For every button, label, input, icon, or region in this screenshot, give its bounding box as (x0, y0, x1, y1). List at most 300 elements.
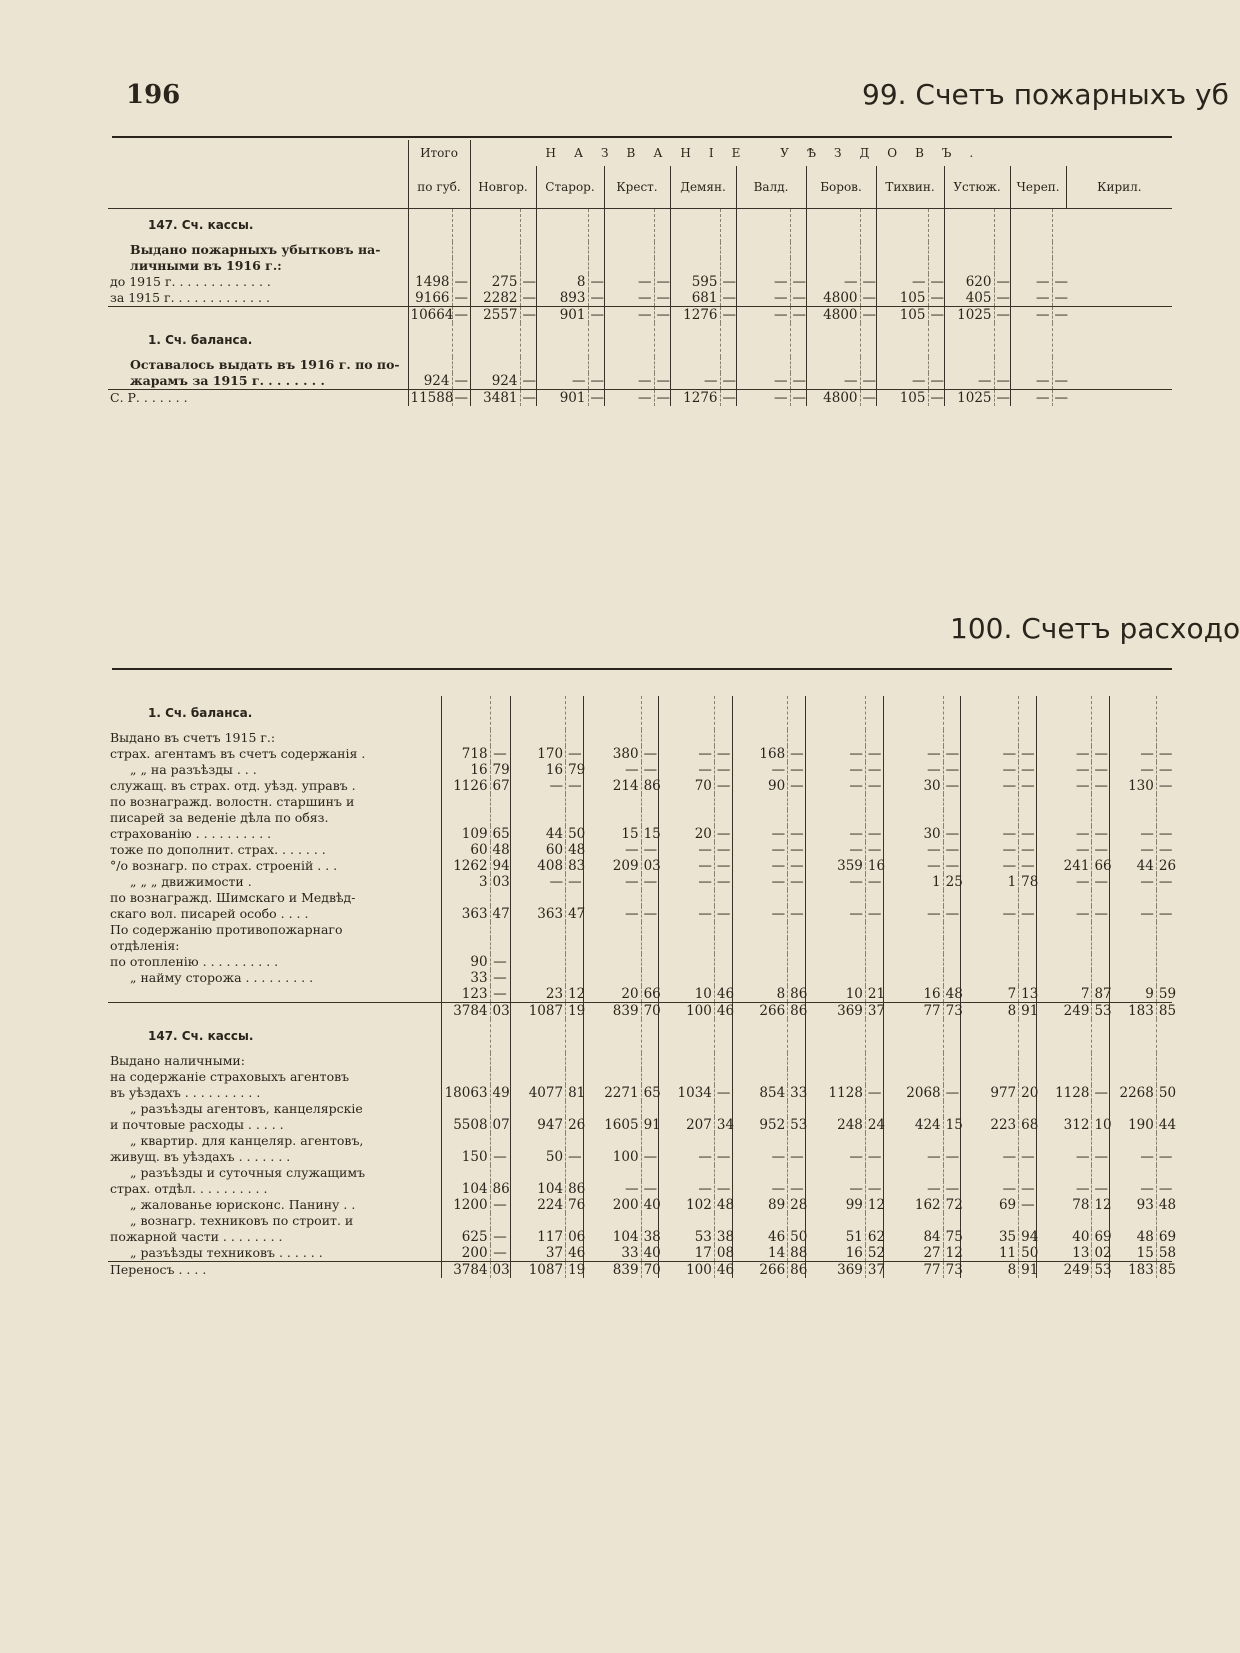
sec2-cell (566, 1019, 584, 1053)
sec2-cell: 73 (943, 1003, 961, 1020)
sec2-cell (1092, 922, 1110, 938)
sec2-cell (714, 970, 732, 986)
sec1-cell (720, 242, 736, 258)
sec1-cell (736, 357, 790, 373)
sec2-cell (510, 794, 566, 810)
sec2-cell (583, 730, 641, 746)
sec2-cell: 249 (1036, 1262, 1092, 1279)
sec2-cell (714, 954, 732, 970)
sec2-cell: — (961, 1149, 1019, 1165)
sec2-cell: — (865, 906, 883, 922)
sec2-cell (961, 1069, 1019, 1085)
sec2-cell: — (490, 1149, 510, 1165)
sec1-cell (876, 258, 928, 274)
sec2-cell (788, 890, 806, 906)
sec2-cell (714, 922, 732, 938)
sec2-cell: 2268 (1110, 1085, 1157, 1101)
sec1-cell: — (928, 274, 944, 290)
sec2-cell: — (583, 842, 641, 858)
sec2-cell (883, 794, 943, 810)
sec2-cell (641, 1133, 659, 1149)
sec2-cell: 53 (659, 1229, 715, 1245)
sec2-cell: — (714, 826, 732, 842)
sec1-cell: — (720, 390, 736, 407)
sec2-cell: — (641, 906, 659, 922)
sec1-cell (806, 258, 860, 274)
sec2-cell: 37 (865, 1003, 883, 1020)
sec2-cell: — (961, 842, 1019, 858)
sec2-cell: — (805, 906, 865, 922)
sec2-cell: — (1110, 874, 1157, 890)
sec2-cell (714, 1019, 732, 1053)
sec2-cell: 50 (1019, 1245, 1037, 1262)
sec2-row-label: и почтовые расходы . . . . . (110, 1117, 284, 1132)
sec1-cell (604, 357, 654, 373)
sec2-cell (943, 1101, 961, 1117)
sec2-cell (732, 970, 788, 986)
sec2-cell (883, 1019, 943, 1053)
sec1-cell (790, 208, 806, 242)
sec2-cell: 48 (1110, 1229, 1157, 1245)
sec2-cell: 150 (441, 1149, 490, 1165)
sec2-cell (441, 1213, 490, 1229)
sec2-cell (1019, 696, 1037, 730)
sec2-cell: 200 (583, 1197, 641, 1213)
sec2-cell: 2068 (883, 1085, 943, 1101)
sec1-cell (790, 242, 806, 258)
sec1-cell (452, 357, 470, 373)
sec2-cell: — (943, 1085, 961, 1101)
sec1-cell: — (1010, 307, 1052, 324)
sec2-cell: — (788, 762, 806, 778)
sec1-cell (736, 208, 790, 242)
sec1-cell (588, 357, 604, 373)
sec2-cell (805, 1019, 865, 1053)
sec1-cell (806, 323, 860, 357)
sec2-row (108, 794, 1172, 810)
sec2-cell: 70 (641, 1003, 659, 1020)
sec2-cell (714, 810, 732, 826)
sec2-cell: 30 (883, 826, 943, 842)
sec1-cell: 10664 (408, 307, 452, 324)
sec2-cell: 48 (1156, 1197, 1172, 1213)
sec2-cell (961, 1101, 1019, 1117)
sec1-cell: 595 (670, 274, 720, 290)
sec2-cell: 26 (566, 1117, 584, 1133)
sec2-cell: 10 (659, 986, 715, 1003)
district-header-2: Крест. (604, 166, 670, 208)
sec1-cell (452, 258, 470, 274)
sec2-cell (788, 970, 806, 986)
sec2-cell (1036, 1069, 1092, 1085)
sec2-cell (865, 1069, 883, 1085)
sec2-cell (714, 730, 732, 746)
sec2-cell: — (583, 1181, 641, 1197)
sec1-cell (1052, 258, 1066, 274)
sec2-row (108, 1213, 1172, 1229)
sec2-cell: — (943, 762, 961, 778)
sec2-row (108, 810, 1172, 826)
sec2-cell: — (1156, 874, 1172, 890)
sec2-cell (1019, 922, 1037, 938)
sec2-cell: — (865, 874, 883, 890)
sec2-cell: — (1092, 874, 1110, 890)
sec2-cell (805, 1133, 865, 1149)
sec1-cell: 105 (876, 290, 928, 307)
sec2-cell (714, 890, 732, 906)
sec2-cell (1110, 1101, 1157, 1117)
sec1-cell: — (670, 373, 720, 390)
sec1-cell (408, 242, 452, 258)
sec2-cell (1110, 954, 1157, 970)
sec2-cell: 4077 (510, 1085, 566, 1101)
sec2-cell (961, 1133, 1019, 1149)
sec2-cell: — (788, 746, 806, 762)
sec1-cell: — (720, 373, 736, 390)
sec2-cell: 10 (1092, 1117, 1110, 1133)
sec2-cell: — (1092, 842, 1110, 858)
district-header-4: Валд. (736, 166, 806, 208)
sec2-cell (490, 1053, 510, 1069)
sec2-row (108, 1019, 1172, 1053)
sec2-cell: — (641, 762, 659, 778)
sec2-cell (441, 1165, 490, 1181)
sec2-cell: 241 (1036, 858, 1092, 874)
sec2-cell (714, 1213, 732, 1229)
sec2-cell (659, 1019, 715, 1053)
sec1-cell: 901 (536, 390, 588, 407)
sec2-cell (883, 922, 943, 938)
sec2-cell: — (714, 778, 732, 794)
sec1-cell (452, 242, 470, 258)
sec2-cell (883, 810, 943, 826)
sec2-cell (1156, 696, 1172, 730)
sec2-cell (805, 970, 865, 986)
sec2-cell: — (1019, 1181, 1037, 1197)
sec1-cell (944, 208, 994, 242)
sec2-cell: — (943, 858, 961, 874)
page-number: 196 (126, 80, 181, 110)
sec2-cell (1019, 1053, 1037, 1069)
sec2-cell (510, 890, 566, 906)
sec1-cell: — (860, 373, 876, 390)
sec2-cell: 117 (510, 1229, 566, 1245)
sec2-cell (490, 794, 510, 810)
sec2-cell (732, 1053, 788, 1069)
sec1-cell: — (604, 390, 654, 407)
sec2-cell: 3784 (441, 1262, 490, 1279)
sec2-row-label: страхованію . . . . . . . . . . (110, 826, 272, 841)
district-header-3: Демян. (670, 166, 736, 208)
sec1-cell: — (1052, 274, 1066, 290)
sec2-cell (1092, 794, 1110, 810)
sec1-cell: — (1052, 290, 1066, 307)
sec2-row-label: „ жалованье юрисконс. Панину . . (130, 1197, 356, 1212)
sec2-cell: 02 (1092, 1245, 1110, 1262)
sec2-cell: — (883, 1181, 943, 1197)
sec2-cell: — (788, 858, 806, 874)
sec2-cell (659, 794, 715, 810)
sec2-cell: 3784 (441, 1003, 490, 1020)
sec2-cell (1110, 696, 1157, 730)
sec2-cell: — (1110, 1181, 1157, 1197)
sec1-cell (408, 357, 452, 373)
sec2-cell (1110, 1133, 1157, 1149)
sec1-cell (876, 242, 928, 258)
sec2-cell: 123 (441, 986, 490, 1003)
sec2-cell (583, 1069, 641, 1085)
sec1-cell: — (1052, 307, 1066, 324)
sec1-row-label: за 1915 г. . . . . . . . . . . . . (110, 290, 270, 305)
sec1-cell (588, 323, 604, 357)
sec1-cell: — (736, 290, 790, 307)
sec2-cell: 70 (641, 1262, 659, 1279)
sec2-cell (883, 730, 943, 746)
sec2-row-label: „ „ на разъѣзды . . . (130, 762, 257, 777)
sec2-cell: 86 (566, 1181, 584, 1197)
sec2-cell: — (510, 874, 566, 890)
sec1-cell: — (720, 307, 736, 324)
sec2-cell: 76 (566, 1197, 584, 1213)
sec2-cell (641, 954, 659, 970)
sec2-cell (1110, 1165, 1157, 1181)
sec1-cell: — (994, 307, 1010, 324)
sec2-cell (1156, 1165, 1172, 1181)
section2-title: 100. Счетъ расходо (950, 612, 1240, 645)
sec2-cell (441, 890, 490, 906)
district-header-8: Череп. (1010, 166, 1066, 208)
sec2-cell: 50 (510, 1149, 566, 1165)
sec2-row-label: скаго вол. писарей особо . . . . (110, 906, 309, 921)
sec2-row (108, 1245, 1172, 1262)
sec2-cell (714, 1069, 732, 1085)
sec1-row (108, 258, 1172, 274)
sec1-cell: — (790, 373, 806, 390)
sec2-row-label: страх. агентамъ въ счетъ содержанія . (110, 746, 366, 761)
sec2-cell (788, 954, 806, 970)
sec1-cell (536, 323, 588, 357)
sec2-cell (961, 890, 1019, 906)
sec2-cell (659, 890, 715, 906)
sec2-cell (865, 890, 883, 906)
sec2-cell (732, 730, 788, 746)
sec1-cell: — (994, 373, 1010, 390)
sec2-cell (566, 1053, 584, 1069)
sec2-cell (1156, 890, 1172, 906)
sec2-cell (961, 1213, 1019, 1229)
sec2-cell (943, 1165, 961, 1181)
sec2-cell: — (943, 906, 961, 922)
sec2-cell: 7 (961, 986, 1019, 1003)
sec2-cell: — (641, 746, 659, 762)
sec2-cell: — (1092, 762, 1110, 778)
sec2-cell (883, 1069, 943, 1085)
sec2-cell: 83 (566, 858, 584, 874)
sec2-cell: 53 (788, 1117, 806, 1133)
sec2-cell: — (1110, 746, 1157, 762)
sec2-cell: 40 (641, 1197, 659, 1213)
sec2-cell: 11 (961, 1245, 1019, 1262)
district-header-5: Боров. (806, 166, 876, 208)
sec2-cell: — (1110, 1149, 1157, 1165)
sec2-cell: 1 (961, 874, 1019, 890)
sec2-cell (441, 1053, 490, 1069)
sec2-cell (1092, 730, 1110, 746)
sec1-cell (452, 208, 470, 242)
sec2-cell: 50 (566, 826, 584, 842)
sec2-cell (943, 696, 961, 730)
sec2-cell (1110, 810, 1157, 826)
sec2-row (108, 746, 1172, 762)
sec2-cell (490, 730, 510, 746)
sec2-cell (883, 1133, 943, 1149)
sec1-row (108, 242, 1172, 258)
sec1-cell (670, 208, 720, 242)
sec1-cell (654, 258, 670, 274)
sec2-cell (943, 922, 961, 938)
sec1-cell: 8 (536, 274, 588, 290)
sec2-cell (788, 1213, 806, 1229)
sec2-cell (865, 794, 883, 810)
sec1-cell: 2282 (470, 290, 520, 307)
sec2-cell (1110, 922, 1157, 938)
sec2-cell: — (1156, 762, 1172, 778)
sec2-row-label: по отопленію . . . . . . . . . . (110, 954, 279, 969)
sec2-cell: 78 (1019, 874, 1037, 890)
sec2-cell: 51 (805, 1229, 865, 1245)
sec1-cell: — (588, 390, 604, 407)
sec2-cell: 977 (961, 1085, 1019, 1101)
sec2-cell: 85 (1156, 1003, 1172, 1020)
sec1-cell: 4800 (806, 390, 860, 407)
sec2-cell: 86 (788, 1262, 806, 1279)
sec2-row (108, 1262, 1172, 1279)
sec2-cell: 183 (1110, 1262, 1157, 1279)
sec2-cell (490, 1101, 510, 1117)
sec2-cell: — (1110, 826, 1157, 842)
sec2-cell (641, 1165, 659, 1181)
sec1-cell: — (928, 307, 944, 324)
sec2-cell: 380 (583, 746, 641, 762)
sec2-cell: 248 (805, 1117, 865, 1133)
sec1-cell (736, 323, 790, 357)
sec2-row (108, 1149, 1172, 1165)
sec2-cell (865, 1165, 883, 1181)
sec2-cell (788, 730, 806, 746)
sec2-cell: — (805, 762, 865, 778)
sec2-cell (510, 1019, 566, 1053)
sec2-cell (583, 970, 641, 986)
sec2-cell (1156, 810, 1172, 826)
sec2-cell: 1034 (659, 1085, 715, 1101)
sec2-cell (943, 890, 961, 906)
sec2-cell (943, 1133, 961, 1149)
sec2-cell (1092, 810, 1110, 826)
sec2-cell (1036, 794, 1092, 810)
sec2-cell: — (1036, 842, 1092, 858)
sec2-cell: 104 (441, 1181, 490, 1197)
sec2-cell: 12 (566, 986, 584, 1003)
sec2-cell (714, 938, 732, 954)
sec1-cell (720, 258, 736, 274)
sec2-cell (1019, 954, 1037, 970)
sec2-cell: 38 (714, 1229, 732, 1245)
sec2-row (108, 1133, 1172, 1149)
sec1-cell (876, 323, 928, 357)
sec2-cell: — (1092, 1149, 1110, 1165)
sec2-cell (510, 810, 566, 826)
sec2-cell: 16 (441, 762, 490, 778)
sec2-cell (659, 1213, 715, 1229)
sec2-cell: — (883, 762, 943, 778)
sec2-cell (659, 696, 715, 730)
sec1-cell: — (994, 390, 1010, 407)
sec1-cell: 4800 (806, 290, 860, 307)
sec1-cell (806, 357, 860, 373)
sec2-cell (883, 696, 943, 730)
sec2-cell: 35 (961, 1229, 1019, 1245)
sec2-cell: 3 (441, 874, 490, 890)
sec2-cell (865, 954, 883, 970)
sec2-cell: — (805, 842, 865, 858)
sec2-cell (1019, 970, 1037, 986)
sec2-cell: — (490, 986, 510, 1003)
sec2-cell (566, 1213, 584, 1229)
sec1-cell (588, 258, 604, 274)
sec2-cell: — (641, 1149, 659, 1165)
sec2-cell: 8 (961, 1003, 1019, 1020)
sec2-cell: — (1092, 778, 1110, 794)
sec2-cell: 38 (641, 1229, 659, 1245)
sec2-cell: 03 (641, 858, 659, 874)
sec1-cell (944, 258, 994, 274)
sec1-cell (1010, 323, 1052, 357)
sec2-cell: 37 (865, 1262, 883, 1279)
sec1-cell: 1276 (670, 307, 720, 324)
sec2-cell: 49 (490, 1085, 510, 1101)
sec1-cell: — (876, 373, 928, 390)
sec2-cell (788, 1053, 806, 1069)
sec2-cell: 30 (883, 778, 943, 794)
sec2-cell: — (1036, 746, 1092, 762)
sec2-cell (788, 1165, 806, 1181)
sec2-cell: 48 (943, 986, 961, 1003)
sec2-cell: 86 (641, 778, 659, 794)
sec1-cell (720, 208, 736, 242)
sec2-cell: — (732, 906, 788, 922)
sec2-row (108, 1053, 1172, 1069)
sec1-cell (994, 357, 1010, 373)
sec2-cell (1019, 1019, 1037, 1053)
sec2-cell (641, 970, 659, 986)
sec2-cell (1036, 1213, 1092, 1229)
sec2-cell (583, 1213, 641, 1229)
sec2-cell: — (1092, 906, 1110, 922)
sec1-cell: — (860, 307, 876, 324)
sec2-cell (732, 1133, 788, 1149)
sec2-cell: — (1156, 842, 1172, 858)
sec1-cell (408, 323, 452, 357)
sec2-cell: 99 (805, 1197, 865, 1213)
sec2-cell: — (865, 1085, 883, 1101)
sec2-row-label: „ квартир. для канцеляр. агентовъ, (130, 1133, 364, 1148)
sec1-cell: 1276 (670, 390, 720, 407)
sec2-row-label: живущ. въ уѣздахъ . . . . . . . (110, 1149, 291, 1164)
sec2-cell (805, 810, 865, 826)
sec2-cell: 266 (732, 1003, 788, 1020)
sec1-cell (1010, 357, 1052, 373)
district-header-7: Устюж. (944, 166, 1010, 208)
